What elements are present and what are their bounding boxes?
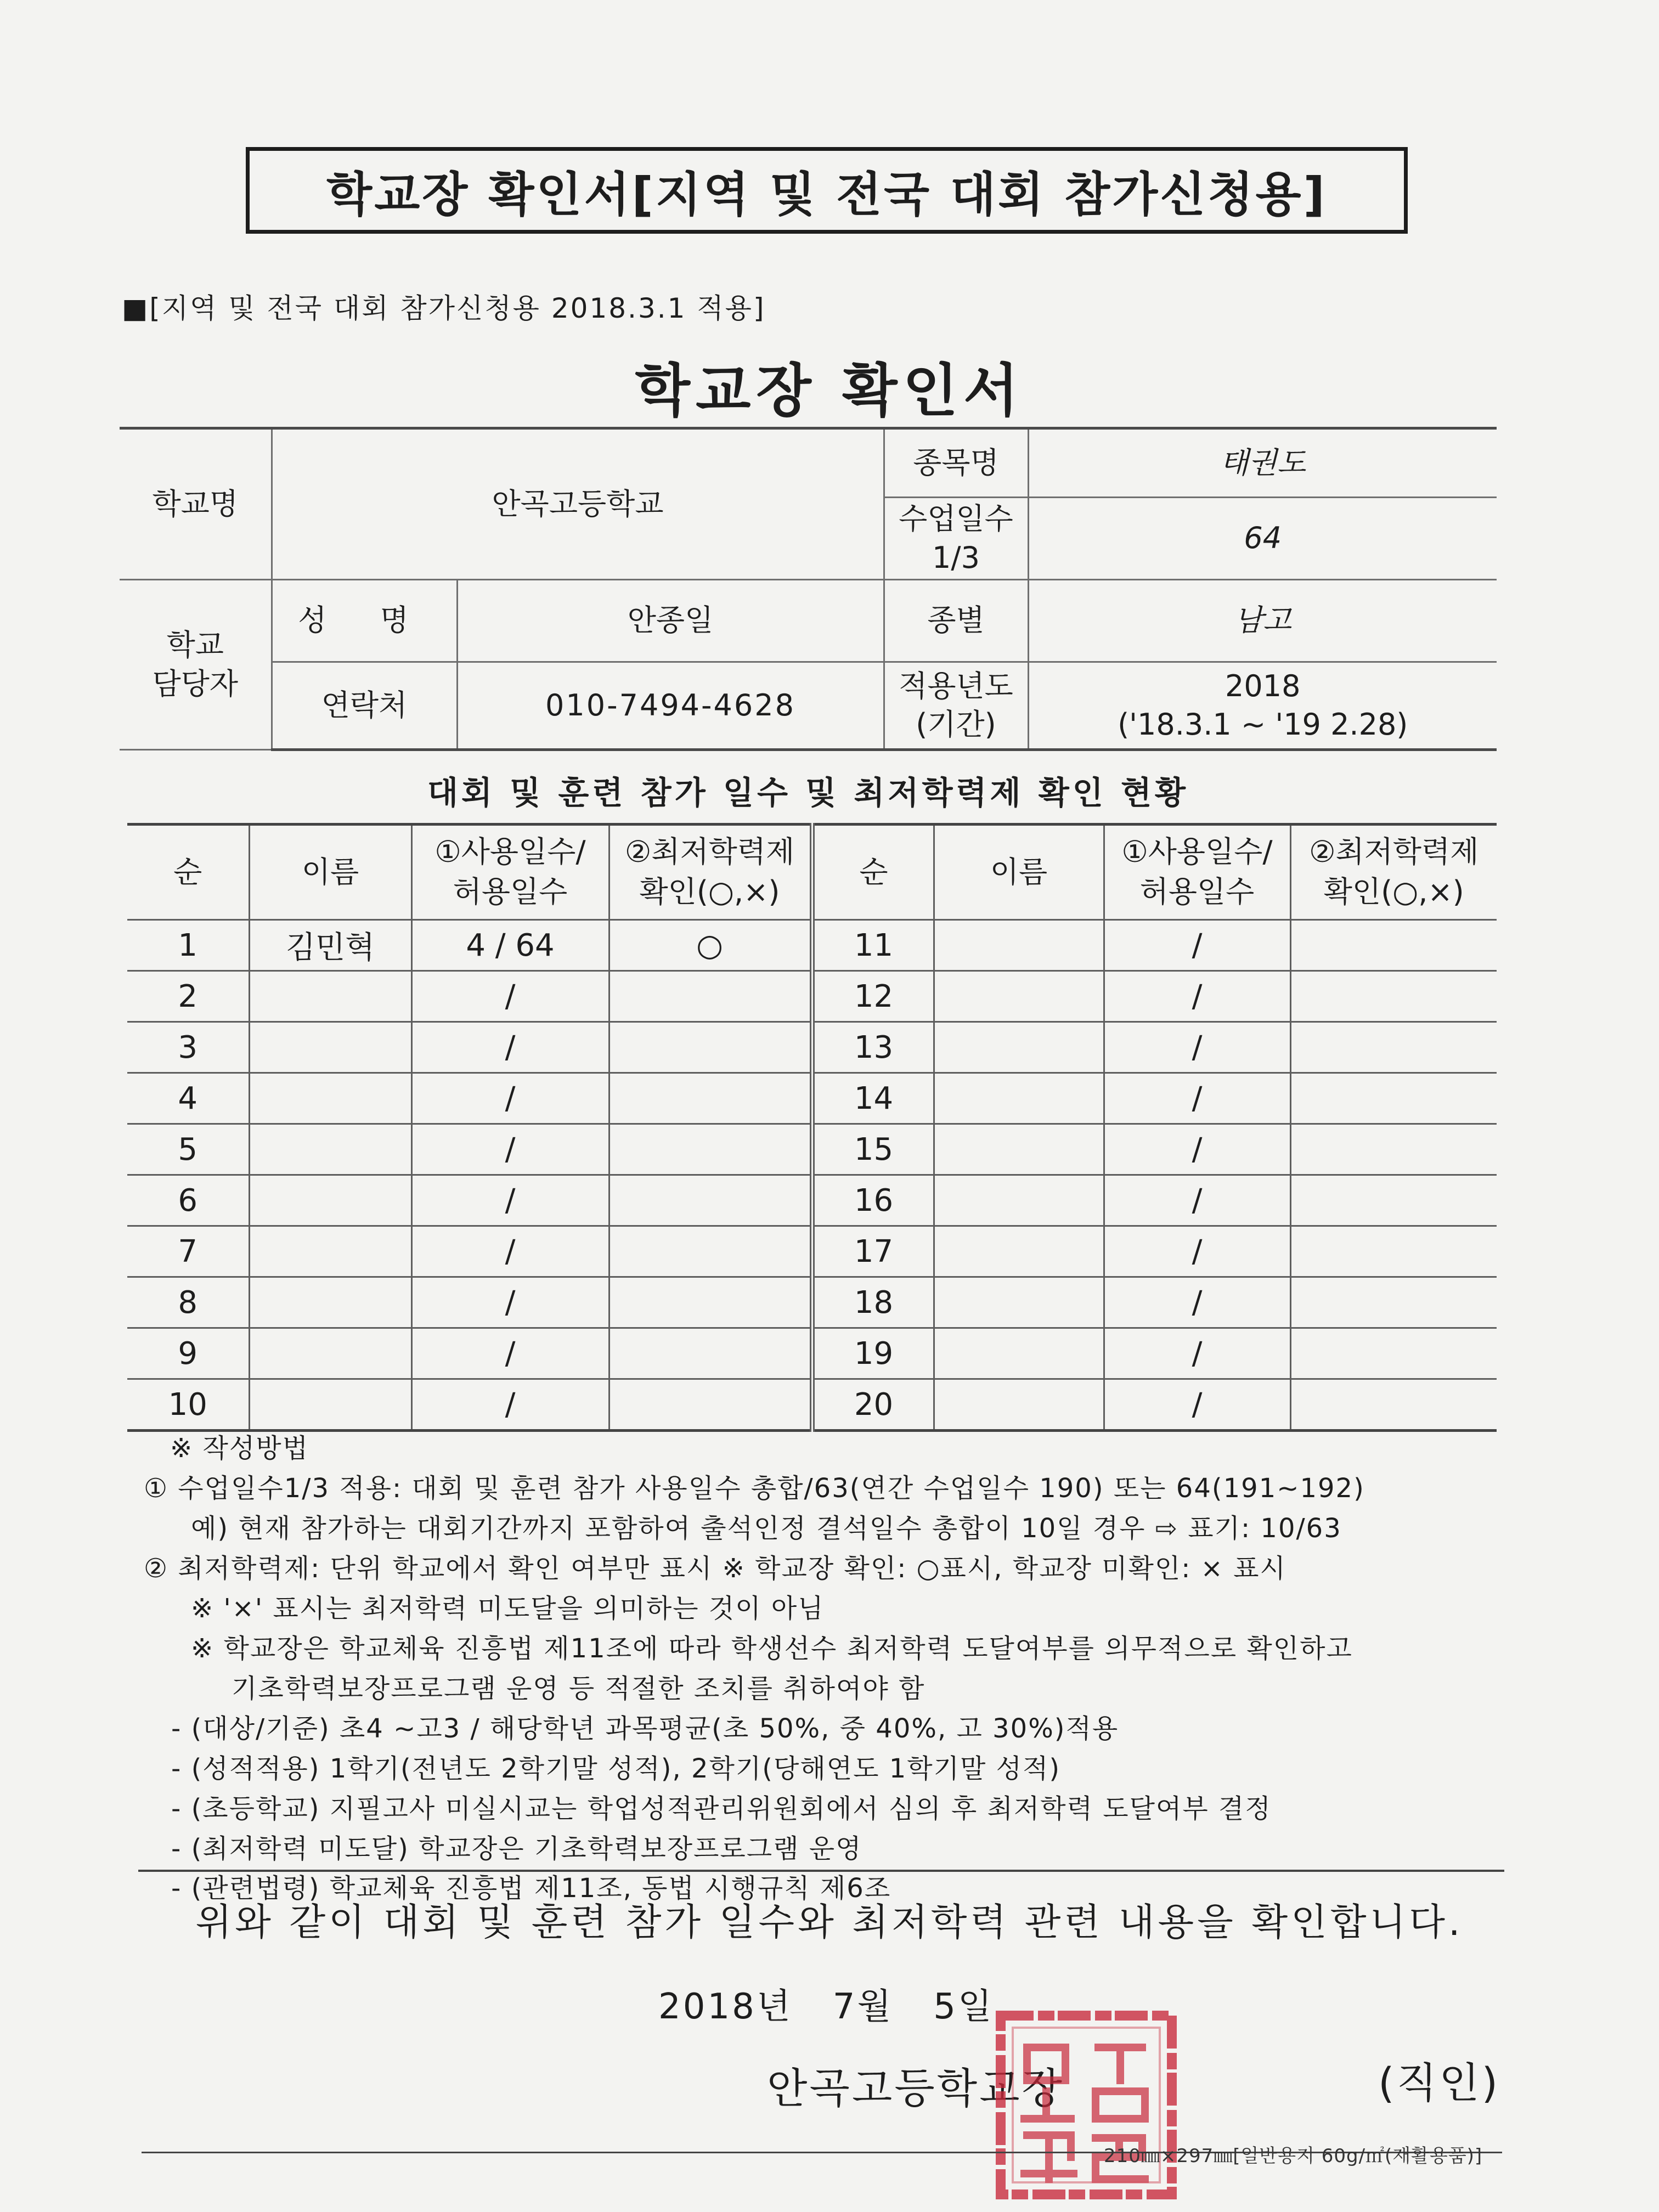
header-days-line1: ①사용일수/ — [435, 834, 586, 870]
table-row — [127, 1175, 1497, 1226]
row-days: 4 / 64 — [411, 920, 609, 971]
event-value: 태권도 — [1028, 428, 1497, 498]
header-days — [1104, 825, 1290, 920]
roster-body — [127, 825, 1497, 1431]
row-days: / — [1104, 1124, 1290, 1175]
confirmation-statement: 위와 같이 대회 및 훈련 참가 일수와 최저학력 관련 내용을 확인합니다. — [195, 1901, 1464, 1944]
row-check — [609, 1226, 812, 1277]
row-check — [1290, 1073, 1497, 1124]
row-no: 19 — [812, 1328, 934, 1379]
table-row — [127, 971, 1497, 1022]
row-check — [1290, 920, 1497, 971]
header-check — [609, 825, 812, 920]
row-name — [249, 1073, 411, 1124]
row-days: / — [411, 1226, 609, 1277]
school-label: 학교명 — [120, 428, 272, 580]
issue-date: 2018년 7월 5일 — [658, 1987, 994, 2027]
row-no: 13 — [812, 1022, 934, 1073]
writing-instructions — [144, 1429, 1499, 1909]
table-row — [127, 1073, 1497, 1124]
row-no: 3 — [127, 1022, 249, 1073]
note-item: ※ 학교장은 학교체육 진흥법 제11조에 따라 학생선수 최저학력 도달여부를 의무적으로 확인하고 — [191, 1633, 1353, 1664]
header-no: 순 — [127, 825, 249, 920]
row-no: 10 — [127, 1379, 249, 1431]
row-check — [1290, 1277, 1497, 1328]
row-days: / — [411, 1277, 609, 1328]
note-item: 기초학력보장프로그램 운영 등 적절한 조치를 취하여야 함 — [232, 1673, 926, 1704]
row-no: 20 — [812, 1379, 934, 1431]
row-check — [1290, 1124, 1497, 1175]
header-no: 순 — [812, 825, 934, 920]
category-value: 남고 — [1028, 580, 1497, 662]
row-no: 1 — [127, 920, 249, 971]
name-label: 성 명 — [272, 580, 457, 662]
row-days: / — [1104, 1226, 1290, 1277]
header-check-line2: 확인(○,×) — [639, 874, 780, 909]
note-item: - (성적적용) 1학기(전년도 2학기말 성적), 2학기(당해연도 1학기말 성적) — [171, 1753, 1061, 1784]
note-item: - (대상/기준) 초4 ~고3 / 해당학년 과목평균(초 50%, 중 40%, 고 30%)적용 — [171, 1713, 1119, 1744]
manager-label — [120, 580, 272, 750]
row-days: / — [1104, 1379, 1290, 1431]
note-item: - (관련법령) 학교체육 진흥법 제11조, 동법 시행규칙 제6조 — [171, 1873, 891, 1904]
row-no: 4 — [127, 1073, 249, 1124]
row-no: 5 — [127, 1124, 249, 1175]
row-name — [934, 1175, 1104, 1226]
year-value — [1028, 662, 1497, 750]
row-no: 17 — [812, 1226, 934, 1277]
row-check — [1290, 1328, 1497, 1379]
year-value-line1: 2018 — [1225, 668, 1301, 703]
year-label-line1: 적용년도 — [899, 668, 1013, 703]
row-days: / — [1104, 1277, 1290, 1328]
roster-header-row — [127, 825, 1497, 920]
row-name — [934, 920, 1104, 971]
name-value: 안종일 — [457, 580, 884, 662]
divider-line — [138, 1870, 1504, 1872]
row-no: 11 — [812, 920, 934, 971]
roster-section-title: 대회 및 훈련 참가 일수 및 최저학력제 확인 현황 — [427, 774, 1189, 811]
row-days: / — [411, 1175, 609, 1226]
school-value: 안곡고등학교 — [272, 428, 884, 580]
document-title: 학교장 확인서 — [635, 357, 1024, 424]
row-check — [609, 1073, 812, 1124]
class-days-value: 64 — [1028, 498, 1497, 580]
category-label: 종별 — [884, 580, 1028, 662]
note-item: - (초등학교) 지필고사 미실시교는 학업성적관리위원회에서 심의 후 최저학력 도달여부 결정 — [171, 1793, 1272, 1824]
row-name — [934, 1328, 1104, 1379]
row-no: 8 — [127, 1277, 249, 1328]
event-label: 종목명 — [884, 428, 1028, 498]
row-name — [249, 1277, 411, 1328]
row-name — [934, 1022, 1104, 1073]
row-no: 9 — [127, 1328, 249, 1379]
row-name — [934, 971, 1104, 1022]
row-no: 2 — [127, 971, 249, 1022]
row-days: / — [1104, 1175, 1290, 1226]
row-check — [609, 1022, 812, 1073]
row-name — [934, 1124, 1104, 1175]
row-name — [249, 1022, 411, 1073]
header-days-line2: 허용일수 — [453, 874, 568, 909]
header-check-line1: ②최저학력제 — [1309, 834, 1479, 870]
note-item: ① 수업일수1/3 적용: 대회 및 훈련 참가 사용일수 총합/63(연간 수업일수 190) 또는 64(191~192) — [144, 1472, 1365, 1504]
row-name: 김민혁 — [249, 920, 411, 971]
table-row — [127, 920, 1497, 971]
roster-table — [127, 823, 1497, 1432]
row-check — [1290, 1226, 1497, 1277]
row-no: 14 — [812, 1073, 934, 1124]
application-notice: ■[지역 및 전국 대회 참가신청용 2018.3.1 적용] — [122, 292, 766, 324]
note-item: ※ '×' 표시는 최저학력 미도달을 의미하는 것이 아님 — [191, 1593, 825, 1624]
row-days: / — [411, 1073, 609, 1124]
row-no: 6 — [127, 1175, 249, 1226]
header-check-line2: 확인(○,×) — [1323, 874, 1464, 909]
class-days-label — [884, 498, 1028, 580]
row-days: / — [1104, 920, 1290, 971]
header-days-line2: 허용일수 — [1139, 874, 1255, 909]
table-row — [127, 1379, 1497, 1431]
header-name: 이름 — [249, 825, 411, 920]
contact-label: 연락처 — [272, 662, 457, 750]
row-name — [249, 971, 411, 1022]
table-row — [127, 1124, 1497, 1175]
official-seal-stamp — [994, 2009, 1178, 2201]
row-days: / — [1104, 1073, 1290, 1124]
header-days — [411, 825, 609, 920]
table-row — [127, 1226, 1497, 1277]
row-no: 18 — [812, 1277, 934, 1328]
row-check — [1290, 1022, 1497, 1073]
row-name — [249, 1379, 411, 1431]
boxed-title: 학교장 확인서[지역 및 전국 대회 참가신청용] — [246, 147, 1408, 234]
row-check: ○ — [609, 920, 812, 971]
row-name — [249, 1328, 411, 1379]
table-row — [127, 1022, 1497, 1073]
year-label-line2: (기간) — [916, 707, 996, 742]
class-days-label-line1: 수업일수 — [899, 501, 1013, 537]
row-name — [249, 1226, 411, 1277]
row-no: 15 — [812, 1124, 934, 1175]
row-check — [609, 1277, 812, 1328]
row-name — [934, 1226, 1104, 1277]
row-check — [609, 1175, 812, 1226]
row-days: / — [1104, 1328, 1290, 1379]
row-no: 12 — [812, 971, 934, 1022]
paper-spec: 210㎜×297㎜[일반용지 60g/㎡(재활용품)] — [1104, 2145, 1483, 2167]
school-info-table — [120, 427, 1497, 751]
note-item: 예) 현재 참가하는 대회기간까지 포함하여 출석인정 결석일수 총합이 10일 경우 ⇨ 표기: 10/63 — [191, 1513, 1342, 1544]
note-item: - (최저학력 미도달) 학교장은 기초학력보장프로그램 운영 — [171, 1833, 862, 1864]
row-days: / — [411, 1022, 609, 1073]
table-row — [127, 1328, 1497, 1379]
header-check-line1: ②최저학력제 — [624, 834, 795, 870]
row-no: 7 — [127, 1226, 249, 1277]
manager-label-line1: 학교 — [166, 628, 224, 663]
row-days: / — [411, 1328, 609, 1379]
year-label — [884, 662, 1028, 750]
table-row — [127, 1277, 1497, 1328]
row-name — [249, 1124, 411, 1175]
period-value: ('18.3.1 ~ '19 2.28) — [1118, 707, 1408, 742]
row-name — [934, 1073, 1104, 1124]
seal-label: (직인) — [1378, 2058, 1500, 2107]
contact-value: 010-7494-4628 — [457, 662, 884, 750]
note-heading: ※ 작성방법 — [170, 1433, 309, 1464]
row-name — [934, 1277, 1104, 1328]
row-check — [609, 1124, 812, 1175]
manager-label-line2: 담당자 — [152, 666, 238, 701]
row-days: / — [411, 1124, 609, 1175]
note-item: ② 최저학력제: 단위 학교에서 확인 여부만 표시 ※ 학교장 확인: ○표시, 학교장 미확인: × 표시 — [144, 1553, 1286, 1584]
principal-name: 안곡고등학교장 — [767, 2064, 1064, 2113]
row-check — [609, 1379, 812, 1431]
row-check — [609, 971, 812, 1022]
row-days: / — [1104, 1022, 1290, 1073]
row-check — [609, 1328, 812, 1379]
row-name — [934, 1379, 1104, 1431]
class-days-label-line2: 1/3 — [932, 540, 980, 575]
row-days: / — [411, 971, 609, 1022]
row-days: / — [1104, 971, 1290, 1022]
row-no: 16 — [812, 1175, 934, 1226]
header-name: 이름 — [934, 825, 1104, 920]
row-check — [1290, 971, 1497, 1022]
header-days-line1: ①사용일수/ — [1121, 834, 1273, 870]
row-check — [1290, 1175, 1497, 1226]
row-check — [1290, 1379, 1497, 1431]
row-name — [249, 1175, 411, 1226]
header-check — [1290, 825, 1497, 920]
row-days: / — [411, 1379, 609, 1431]
